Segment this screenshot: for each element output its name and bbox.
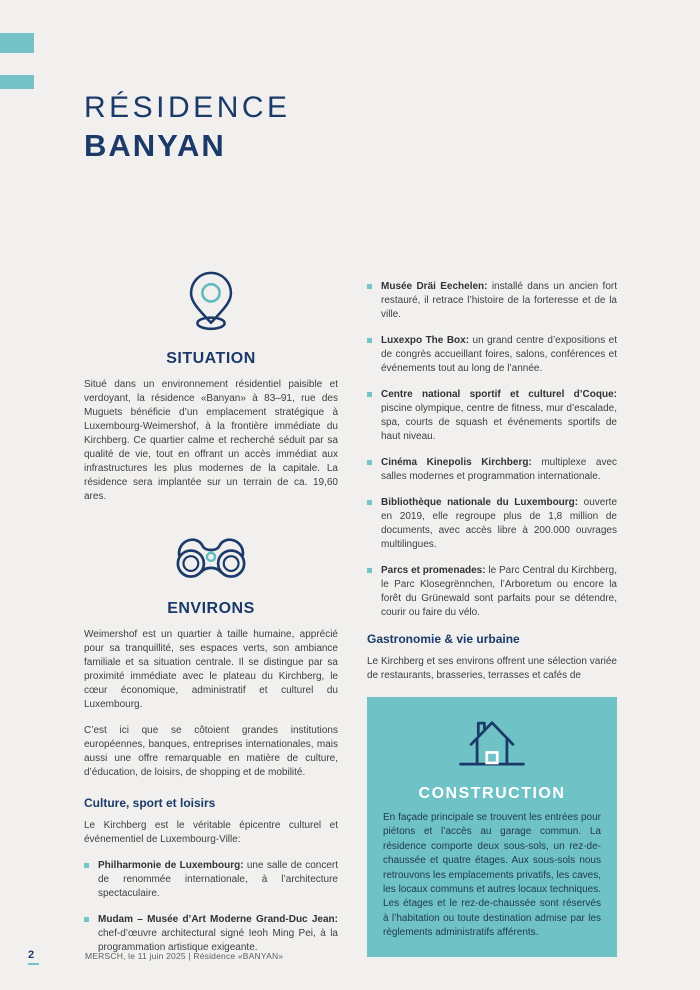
bullet-title: Mudam – Musée d’Art Moderne Grand-Duc Jean:	[98, 914, 338, 925]
bullet-text: installé dans un ancien fort restauré, il retrace l’histoire de la forteresse et de la ville.	[381, 281, 618, 320]
environs-paragraph-2: C’est ici que se côtoient grandes institutions européennes, banques, entreprises internationales, mais aussi une offre remarquable en matière de culture, d’éducation, de loisirs, de shopping et de mobilité.	[84, 725, 338, 778]
environs-paragraph-1: Weimershof est un quartier à taille humaine, apprécié pour sa tranquillité, ses espaces verts, son ambiance familiale et sa situation centrale. Il se distingue par sa proximité immédiate avec le plateau du Kirchberg, le cœur économique, administratif et culturel du Luxembourg.	[84, 629, 338, 710]
decorative-teal-bar	[0, 33, 34, 53]
location-pin-icon	[182, 270, 240, 332]
bullet-square-icon	[367, 284, 372, 289]
bullet-square-icon	[367, 338, 372, 343]
bullet-square-icon	[367, 500, 372, 505]
bullet-square-icon	[84, 917, 89, 922]
list-item	[367, 280, 617, 322]
page-title-line2: BANYAN	[84, 128, 226, 163]
page-number-underline	[28, 963, 39, 965]
list-item	[367, 496, 617, 552]
situation-heading: SITUATION	[166, 350, 256, 367]
list-item	[367, 334, 617, 376]
culture-bullet-list	[84, 859, 338, 955]
bullet-text: chef-d’œuvre architectural signé Ieoh Ming Pei, à la programmation artistique exigeante.	[98, 928, 338, 953]
situation-icon-wrap	[84, 270, 338, 337]
environs-heading: ENVIRONS	[167, 600, 255, 617]
footer-text: MERSCH, le 11 juin 2025 | Résidence «BANYAN»	[85, 951, 284, 961]
page-number-value: 2	[28, 949, 35, 961]
bullet-square-icon	[367, 460, 372, 465]
bullet-title: Centre national sportif et culturel d’Coque:	[381, 389, 617, 400]
gastronomie-heading: Gastronomie & vie urbaine	[367, 632, 520, 646]
culture-heading: Culture, sport et loisirs	[84, 796, 216, 810]
bullet-title: Musée Dräi Eechelen:	[381, 281, 488, 292]
construction-heading: CONSTRUCTION	[418, 785, 566, 802]
bullet-text: le Parc Central du Kirchberg, le Parc Klosegrënnchen, l’Arboretum ou encore la forêt du Grünewald sont parfaits pour se détendre, courir ou faire du vélo.	[381, 565, 617, 618]
gastronomie-paragraph: Le Kirchberg et ses environs offrent une sélection variée de restaurants, brasseries, terrasses et cafés de	[367, 656, 617, 681]
page-number	[28, 949, 39, 965]
bullet-title: Luxexpo The Box:	[381, 335, 470, 346]
bullet-title: Bibliothèque nationale du Luxembourg:	[381, 497, 579, 508]
kirchberg-bullet-list	[367, 280, 617, 620]
culture-intro: Le Kirchberg est le véritable épicentre culturel et événementiel de Luxembourg-Ville:	[84, 820, 338, 845]
right-column	[367, 280, 617, 957]
bullet-square-icon	[84, 863, 89, 868]
bullet-text: un grand centre d’expositions et de congrès accueillant foires, salons, conférences et événements tout au long de l’année.	[381, 335, 617, 374]
list-item	[84, 859, 338, 901]
page-title	[84, 92, 291, 163]
bullet-title: Parcs et promenades:	[381, 565, 486, 576]
bullet-text: une salle de concert de renommée internationale, à l’architecture spectaculaire.	[98, 860, 338, 899]
construction-icon-wrap	[383, 713, 601, 776]
list-item	[367, 564, 617, 620]
environs-icon-wrap	[84, 530, 338, 587]
list-item	[367, 456, 617, 484]
binoculars-icon	[173, 530, 249, 582]
situation-paragraph: Situé dans un environnement résidentiel paisible et verdoyant, la résidence «Banyan» à 83–91, rue des Muguets bénéficie d’un emplacement stratégique à Luxembourg-Weimershof, à la frontière immédiate du Kirchberg. Ce quartier calme et recherché séduit par sa qualité de vie, tout en offrant un accès immédiat aux infrastructures les plus modernes de la capitale. La résidence sera implantée sur un terrain de ca. 19,60 ares.	[84, 379, 338, 502]
construction-paragraph: En façade principale se trouvent les entrées pour piétons et l’accès au garage commun. La résidence comporte deux sous-sols, un rez-de-chaussée et quatre étages. Aux sous-sols nous retrouvons les emplacements privatifs, les caves, les locaux communs et autres locaux techniques. Les étages et le rez-de-chaussée sont réservés à l’habitation ou toute destination admise par les règlements administratifs afférents.	[383, 812, 601, 939]
bullet-title: Cinéma Kinepolis Kirchberg:	[381, 457, 532, 468]
bullet-square-icon	[367, 568, 372, 573]
bullet-title: Philharmonie de Luxembourg:	[98, 860, 244, 871]
bullet-text: multiplexe avec salles modernes et programmation internationale.	[381, 457, 618, 482]
page-title-line1: RÉSIDENCE	[84, 91, 291, 124]
bullet-text: ouverte en 2019, elle regroupe plus de 1,8 million de documents, avec accès libre à 200.000 ouvrages multilingues.	[381, 497, 618, 550]
left-column	[84, 270, 338, 967]
house-icon	[455, 713, 529, 771]
bullet-square-icon	[367, 392, 372, 397]
list-item	[367, 388, 617, 444]
decorative-teal-bar	[0, 75, 34, 89]
bullet-text: piscine olympique, centre de fitness, mur d’escalade, spa, courts de squash et événements sportifs de haut niveau.	[381, 403, 617, 442]
construction-box	[367, 697, 617, 957]
list-item	[84, 913, 338, 955]
